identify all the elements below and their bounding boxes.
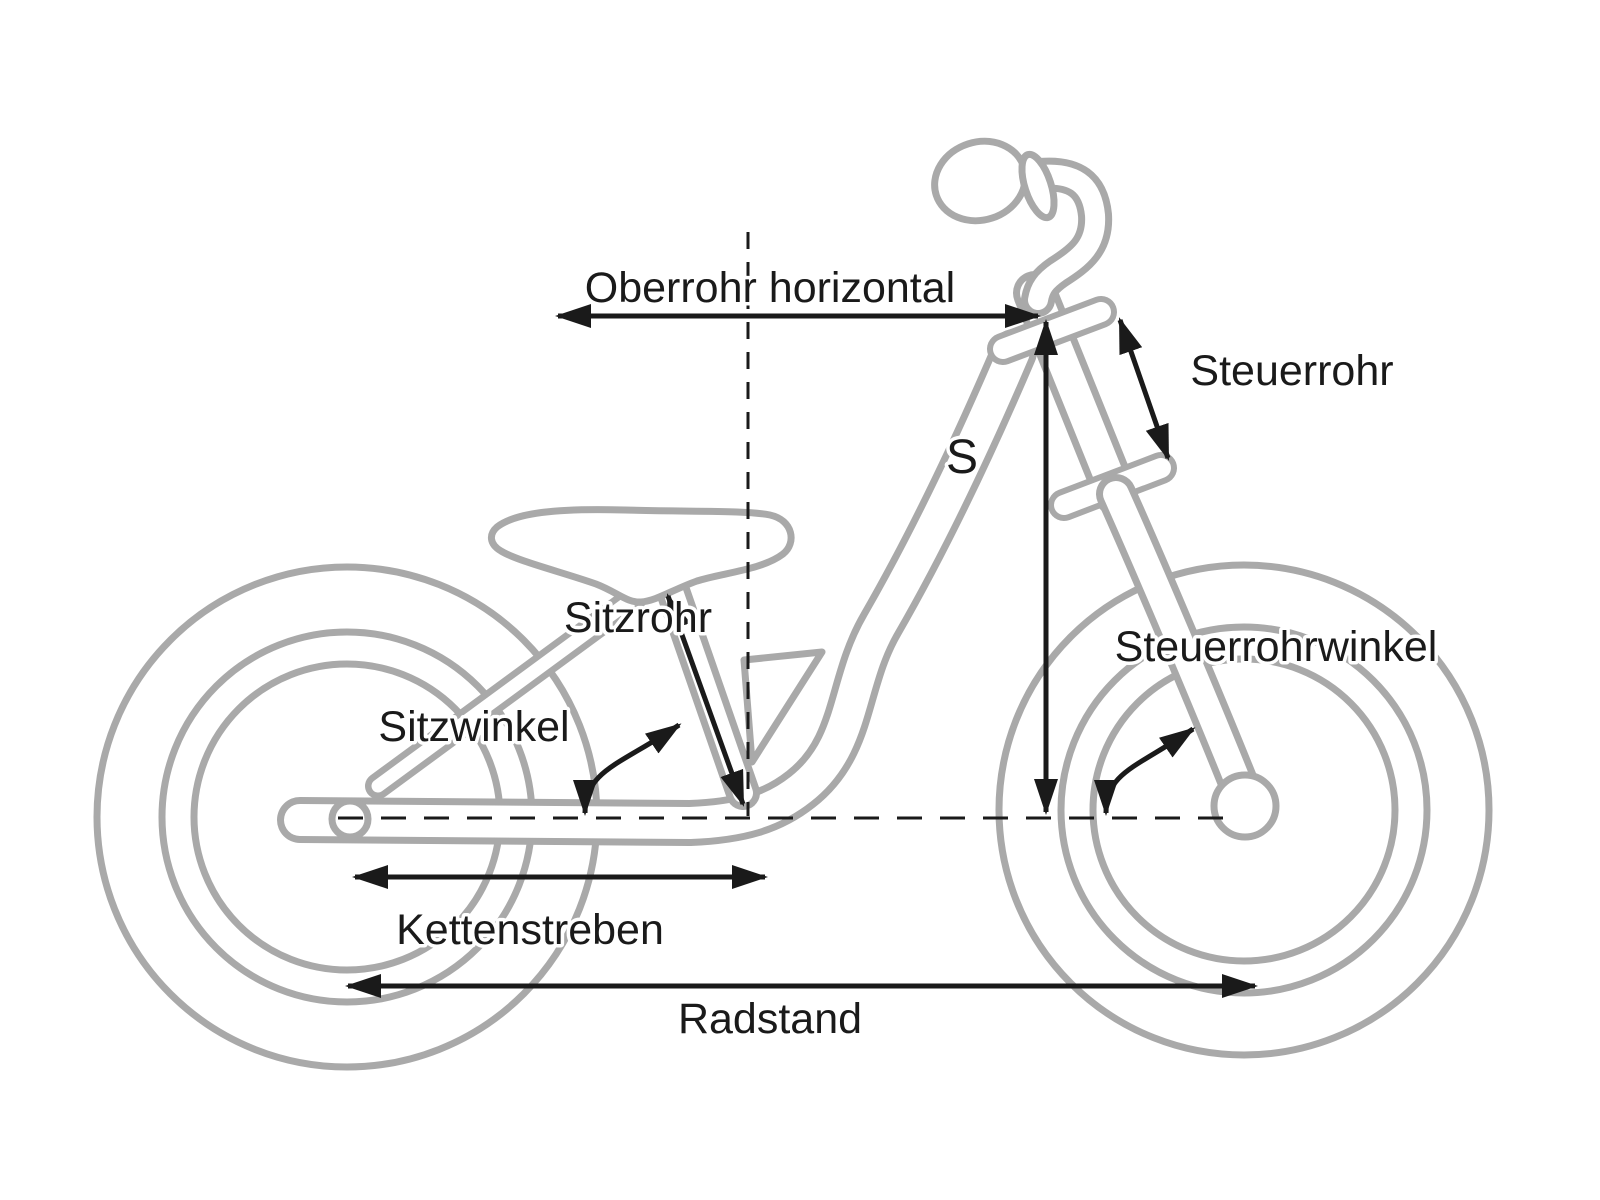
saddle-outline	[491, 510, 791, 602]
label-s-marker: S	[945, 431, 979, 484]
handlebar-grip	[924, 130, 1036, 233]
label-steuerrohrwinkel: Steuerrohrwinkel	[1114, 623, 1438, 671]
head-tube	[1003, 293, 1161, 505]
front-hub	[1214, 775, 1276, 837]
head-angle-arc	[1106, 729, 1193, 813]
label-oberrohr-horizontal: Oberrohr horizontal	[584, 264, 956, 312]
saddle	[491, 510, 791, 602]
label-kettenstreben: Kettenstreben	[396, 906, 664, 954]
label-sitzrohr: Sitzrohr	[563, 594, 713, 642]
head-tube-arrow	[1120, 320, 1168, 458]
label-steuerrohr: Steuerrohr	[1190, 347, 1394, 395]
label-radstand: Radstand	[677, 995, 863, 1043]
label-sitzwinkel: Sitzwinkel	[378, 703, 570, 751]
